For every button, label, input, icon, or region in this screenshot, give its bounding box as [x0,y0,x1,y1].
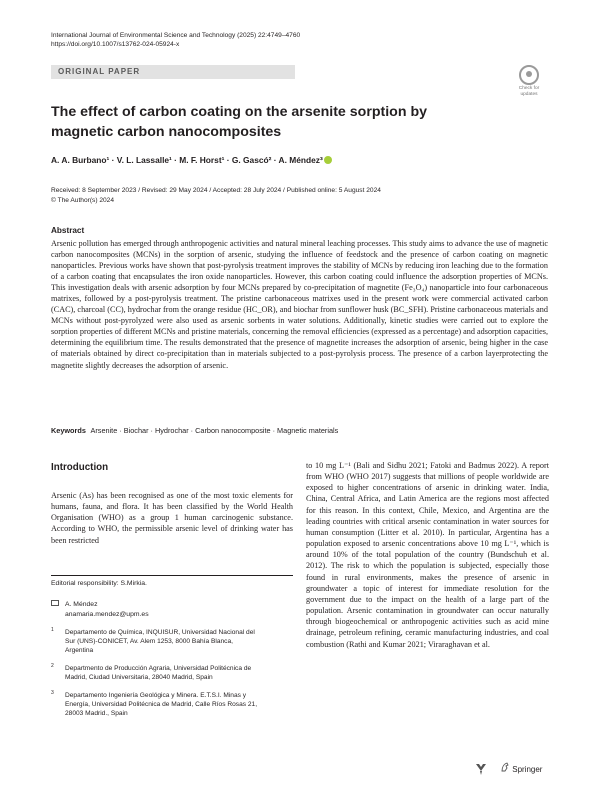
author-list [51,155,332,165]
springer-horse-icon [500,762,510,772]
affiliation-2 [51,664,266,682]
affiliation-number: 1 [51,627,54,633]
keywords-text: Arsenite · Biochar · Hydrochar · Carbon nanocomposite · Magnetic materials [90,426,339,435]
keywords-line [51,426,338,435]
doi-link[interactable]: https://doi.org/10.1007/s13762-024-05924-x [51,41,180,48]
journal-citation: International Journal of Environmental Science and Technology (2025) 22:4749–4760 [51,32,301,39]
publication-dates [51,186,381,205]
affiliation-text: Departamento de Química, INQUISUR, Universidad Nacional del Sur (UNS)-CONICET, Av. Alem 1253, 8000 Bahía Blanca, Argentina [65,629,255,655]
abstract-heading: Abstract [51,226,85,235]
keywords-label: Keywords [51,426,86,435]
publisher-name: Springer [512,765,543,774]
intro-right-column [306,460,549,650]
envelope-icon [51,600,59,606]
intro-left-text: Arsenic (As) has been recognised as one of the most toxic elements for humans, fauna, and flora. It has been classified by the World Health Organisation (WHO) as a group 1 human carcinogenic substance. According to WHO, the permissible arsenic level of drinking water has been restricted [51,491,293,545]
dates-line: Received: 8 September 2023 / Revised: 29 May 2024 / Accepted: 28 July 2024 / Published online: 5 August 2024 [51,187,381,194]
abstract-text: Arsenic pollution has emerged through anthropogenic activities and natural mineral leaching processes. This study aims to advance the use of magnetic carbon nanocomposites (MCNs) in the sorption of arsenic, studying the influence of feedstock and the presence of carbon coating on magnetic nanoparticles. Previous works have shown that post-pyrolysis treatment improves the stability of MCNs by reducing iron leaching due to the formation of a carbon coating that encapsulates the iron oxide nanoparticles. However, this carbon coating could influence the adsorption properties of MCNs. This investigation deals with arsenic adsorption by four MCNs prepared by co-precipitation of magnetite (Fe₃O₄) nanoparticle into four carbonaceous matrixes, followed by a post-pyrolysis treatment. The pristine carbonaceous matrixes used in the present work were commercial activated carbon (CAC), charcoal (CC), hydrochar from the orange residue (HC_OR), and biochar from sunflower husk (BC_SFH). Pristine carbonaceous materials and MCNs without post-pyrolyzed were also used as arsenic sorbents in water solutions. Additionally, kinetic studies were carried out to explore the sorption properties of different MCNs and pristine materials, concerning the removal efficiencies (expressed as a percentage) and adsorption capacities, determining the equilibrium time. The results demonstrated that the presence of magnetite increases the adsorption of arsenic, being higher in the case of materials obtained by direct co-precipitation than in materials subjected to a post-pyrolysis process. The presence of a carbon layerprotecting the magnetite slightly decreases the adsorption of arsenic. [51,239,548,370]
footnote-divider [51,575,293,576]
affiliation-number: 2 [51,663,54,669]
corresponding-author [51,600,149,619]
introduction-heading: Introduction [51,462,109,473]
check-updates-icon [519,65,539,85]
intro-left-column [51,490,293,546]
affiliation-number: 3 [51,690,54,696]
editorial-responsibility: Editorial responsibility: S.Mirkia. [51,580,147,587]
paper-type-banner: ORIGINAL PAPER [51,65,295,79]
springer-logo [500,762,542,774]
contact-email[interactable]: anamaria.mendez@upm.es [65,610,149,618]
authors-text: A. A. Burbano¹ · V. L. Lassalle¹ · M. F. Horst¹ · G. Gascó² · A. Méndez³ [51,155,323,165]
affiliation-text: Departamento Ingeniería Geológica y Minera. E.T.S.I. Minas y Energía, Universidad Politécnica de Madrid, Calle Ríos Rosas 21, 28003 Madrid., Spain [65,692,258,718]
check-updates-line2: updates [520,92,538,97]
affiliation-text: Departmento de Producción Agraria, Universidad Politécnica de Madrid, Ciudad Universitaria, 28040 Madrid, Spain [65,665,252,682]
abstract-body [51,238,548,371]
publisher-mark-icon [474,762,488,776]
check-updates-line1: Check for [518,86,540,91]
contact-name: A. Méndez [65,601,98,608]
affiliation-3 [51,691,266,719]
affiliation-1 [51,628,261,656]
check-for-updates-badge[interactable] [513,65,545,97]
copyright-line: © The Author(s) 2024 [51,196,115,204]
paper-title: The effect of carbon coating on the arsenite sorption by magnetic carbon nanocomposites [51,104,428,140]
orcid-icon[interactable] [324,156,332,164]
intro-right-text: to 10 mg L⁻¹ (Bali and Sidhu 2021; Fatoki and Badmus 2022). A report from WHO (WHO 2017) suggests that millions of people worldwide are exposed to higher concentrations of arsenic in drinking water. India, China, Central Africa, and Latin America are the regions most affected for this reason. In this context, Chile, Mexico, and Argentina are the leading countries with critical arsenic contamination in water sources for human consumption (Litter et al. 2010). In particular, Argentina has a population exposed to arsenic concentrations above 10 mg L⁻¹, which is around 10% of the total population of the country (Bundschuh et al. 2012). The risk to which the population is subjected, especially those found in rural environments, makes the presence of arsenic in groundwater a topic of interest for immediate resolution for the government due to the impact on the health of a large part of the population. Arsenic contamination in groundwater can occur naturally through biogeochemical or anthropogenic activities such as acid mine drainage, petroleum refining, ceramic manufacturing industries, and coal combustion (Rathi and Kumar 2021; Viraraghavan et al. [306,461,549,649]
